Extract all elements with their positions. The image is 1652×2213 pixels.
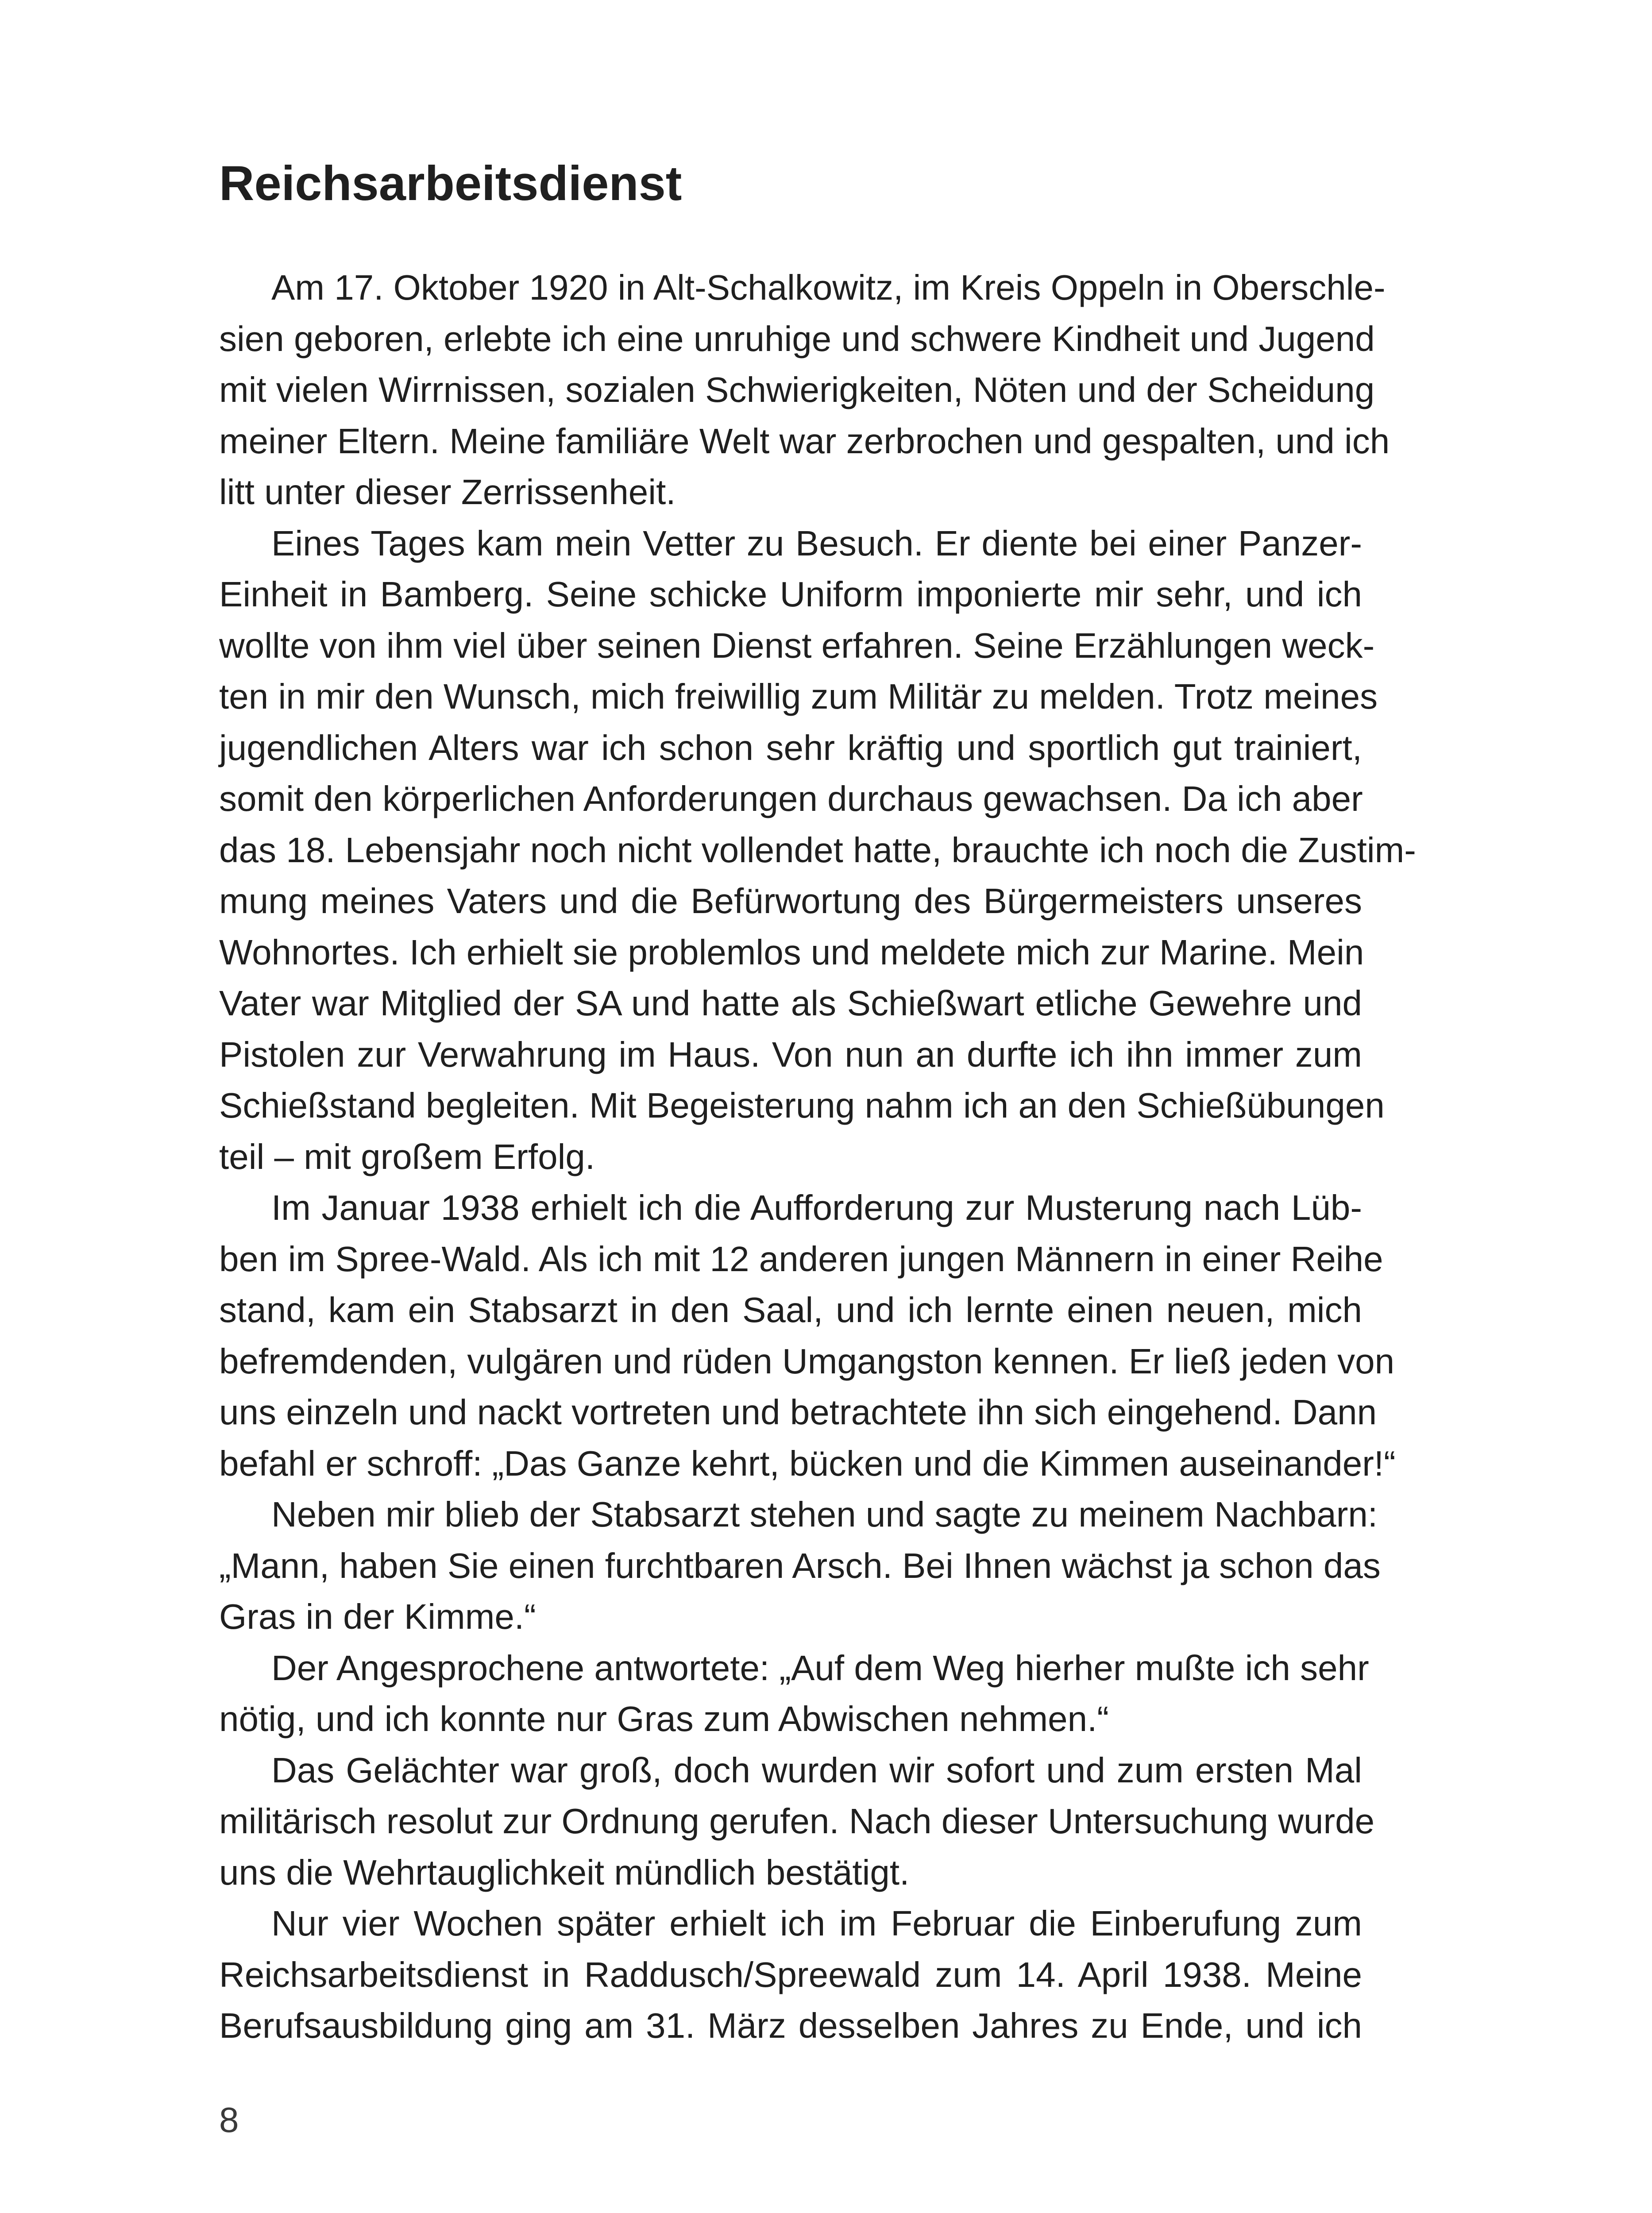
text-line: Nur vier Wochen später erhielt ich im Februar die Einberufung zum bbox=[271, 1904, 1362, 1943]
text-line: befahl er schroff: „Das Ganze kehrt, bücken und die Kimmen auseinander!“ bbox=[219, 1443, 1396, 1483]
text-line: jugendlichen Alters war ich schon sehr kräftig und sportlich gut trainiert, bbox=[219, 728, 1362, 767]
text-line: Am 17. Oktober 1920 in Alt-Schalkowitz, im Kreis Oppeln in Oberschle- bbox=[271, 268, 1386, 307]
text-line: nötig, und ich konnte nur Gras zum Abwischen nehmen.“ bbox=[219, 1699, 1109, 1739]
text-line: ben im Spree-Wald. Als ich mit 12 anderen jungen Männern in einer Reihe bbox=[219, 1239, 1383, 1279]
text-line: befremdenden, vulgären und rüden Umgangston kennen. Er ließ jeden von bbox=[219, 1341, 1395, 1381]
text-line: ten in mir den Wunsch, mich freiwillig zum Militär zu melden. Trotz meines bbox=[219, 677, 1378, 716]
text-line: Vater war Mitglied der SA und hatte als Schießwart etliche Gewehre und bbox=[219, 983, 1362, 1023]
body-text bbox=[219, 262, 1416, 2051]
text-line: meiner Eltern. Meine familiäre Welt war zerbrochen und gespalten, und ich bbox=[219, 421, 1390, 461]
text-line: litt unter dieser Zerrissenheit. bbox=[219, 472, 676, 512]
text-line: uns die Wehrtauglichkeit mündlich bestätigt. bbox=[219, 1852, 910, 1892]
text-line: „Mann, haben Sie einen furchtbaren Arsch. Bei Ihnen wächst ja schon das bbox=[219, 1546, 1381, 1585]
text-line: militärisch resolut zur Ordnung gerufen. Nach dieser Untersuchung wurde bbox=[219, 1801, 1375, 1841]
chapter-title: Reichsarbeitsdienst bbox=[219, 156, 682, 211]
text-line: das 18. Lebensjahr noch nicht vollendet hatte, brauchte ich noch die Zustim- bbox=[219, 830, 1416, 870]
text-line: Neben mir blieb der Stabsarzt stehen und sagte zu meinem Nachbarn: bbox=[271, 1495, 1378, 1534]
text-line: somit den körperlichen Anforderungen durchaus gewachsen. Da ich aber bbox=[219, 779, 1363, 818]
page-number: 8 bbox=[219, 2100, 239, 2140]
text-line: wollte von ihm viel über seinen Dienst erfahren. Seine Erzählungen weck- bbox=[219, 625, 1375, 665]
text-line: Einheit in Bamberg. Seine schicke Uniform imponierte mir sehr, und ich bbox=[219, 574, 1362, 614]
text-line: Pistolen zur Verwahrung im Haus. Von nun an durfte ich ihn immer zum bbox=[219, 1034, 1362, 1074]
text-line: Reichsarbeitsdienst in Raddusch/Spreewald zum 14. April 1938. Meine bbox=[219, 1955, 1362, 1994]
text-line: Berufsausbildung ging am 31. März desselben Jahres zu Ende, und ich bbox=[219, 2006, 1362, 2045]
text-line: Gras in der Kimme.“ bbox=[219, 1597, 536, 1636]
text-line: Eines Tages kam mein Vetter zu Besuch. Er diente bei einer Panzer- bbox=[271, 523, 1362, 563]
text-line: teil – mit großem Erfolg. bbox=[219, 1137, 595, 1176]
text-line: Der Angesprochene antwortete: „Auf dem Weg hierher mußte ich sehr bbox=[271, 1648, 1369, 1688]
text-line: stand, kam ein Stabsarzt in den Saal, und ich lernte einen neuen, mich bbox=[219, 1290, 1362, 1330]
text-line: uns einzeln und nackt vortreten und betrachtete ihn sich eingehend. Dann bbox=[219, 1392, 1377, 1432]
text-line: Schießstand begleiten. Mit Begeisterung nahm ich an den Schießübungen bbox=[219, 1086, 1385, 1125]
text-line: Im Januar 1938 erhielt ich die Aufforderung zur Musterung nach Lüb- bbox=[271, 1188, 1362, 1227]
text-line: Wohnortes. Ich erhielt sie problemlos und meldete mich zur Marine. Mein bbox=[219, 932, 1364, 972]
text-line: mit vielen Wirrnissen, sozialen Schwierigkeiten, Nöten und der Scheidung bbox=[219, 370, 1375, 409]
text-line: sien geboren, erlebte ich eine unruhige und schwere Kindheit und Jugend bbox=[219, 319, 1375, 359]
text-line: mung meines Vaters und die Befürwortung des Bürgermeisters unseres bbox=[219, 881, 1362, 921]
text-line: Das Gelächter war groß, doch wurden wir sofort und zum ersten Mal bbox=[271, 1750, 1362, 1790]
